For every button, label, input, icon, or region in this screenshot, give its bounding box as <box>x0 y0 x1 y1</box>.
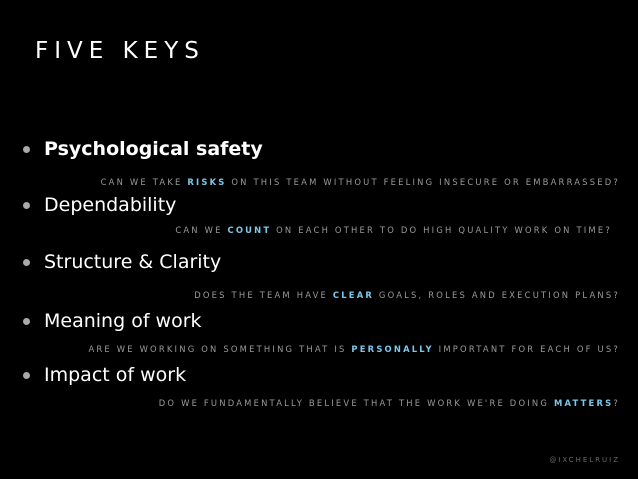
question-highlight: COUNT <box>227 225 272 235</box>
key-question <box>101 177 620 187</box>
key-label: Dependability <box>44 194 177 216</box>
question-highlight: MATTERS <box>553 398 614 408</box>
key-question <box>88 344 620 354</box>
bullet-dot <box>23 259 30 266</box>
question-text: CAN WE TAKE <box>100 177 188 187</box>
bullet-dot <box>23 202 30 209</box>
bullet-dot <box>23 146 30 153</box>
bullet-dot <box>23 318 30 325</box>
question-text: DO WE FUNDAMENTALLY BELIEVE THAT THE WORK WE'RE DOING <box>158 398 554 408</box>
question-text: ON EACH OTHER TO DO HIGH QUALITY WORK ON TIME? <box>271 225 612 235</box>
key-label: Structure & Clarity <box>44 251 222 273</box>
key-label: Meaning of work <box>44 310 202 332</box>
key-item-impact-of-work <box>20 364 186 386</box>
question-highlight: PERSONALLY <box>351 344 434 354</box>
key-item-meaning-of-work <box>20 310 202 332</box>
question-text: ON THIS TEAM WITHOUT FEELING INSECURE OR EMBARRASSED? <box>226 177 620 187</box>
question-text: DOES THE TEAM HAVE <box>194 290 333 300</box>
question-text: CAN WE <box>175 225 228 235</box>
question-text: ARE WE WORKING ON SOMETHING THAT IS <box>88 344 352 354</box>
question-text: ? <box>613 398 620 408</box>
key-item-psychological-safety <box>20 138 263 160</box>
slide-title: FIVE KEYS <box>35 38 205 64</box>
question-text: IMPORTANT FOR EACH OF US? <box>433 344 620 354</box>
key-question <box>175 225 612 235</box>
bullet-dot <box>23 372 30 379</box>
question-text: GOALS, ROLES AND EXECUTION PLANS? <box>374 290 620 300</box>
question-highlight: CLEAR <box>332 290 375 300</box>
key-label: Psychological safety <box>44 138 263 160</box>
key-question <box>159 398 620 408</box>
key-label: Impact of work <box>44 364 187 386</box>
question-highlight: RISKS <box>187 177 227 187</box>
key-item-structure-clarity <box>20 251 221 273</box>
key-item-dependability <box>20 194 176 216</box>
author-credit: @IXCHELRUIZ <box>549 456 620 464</box>
key-question <box>194 290 620 300</box>
